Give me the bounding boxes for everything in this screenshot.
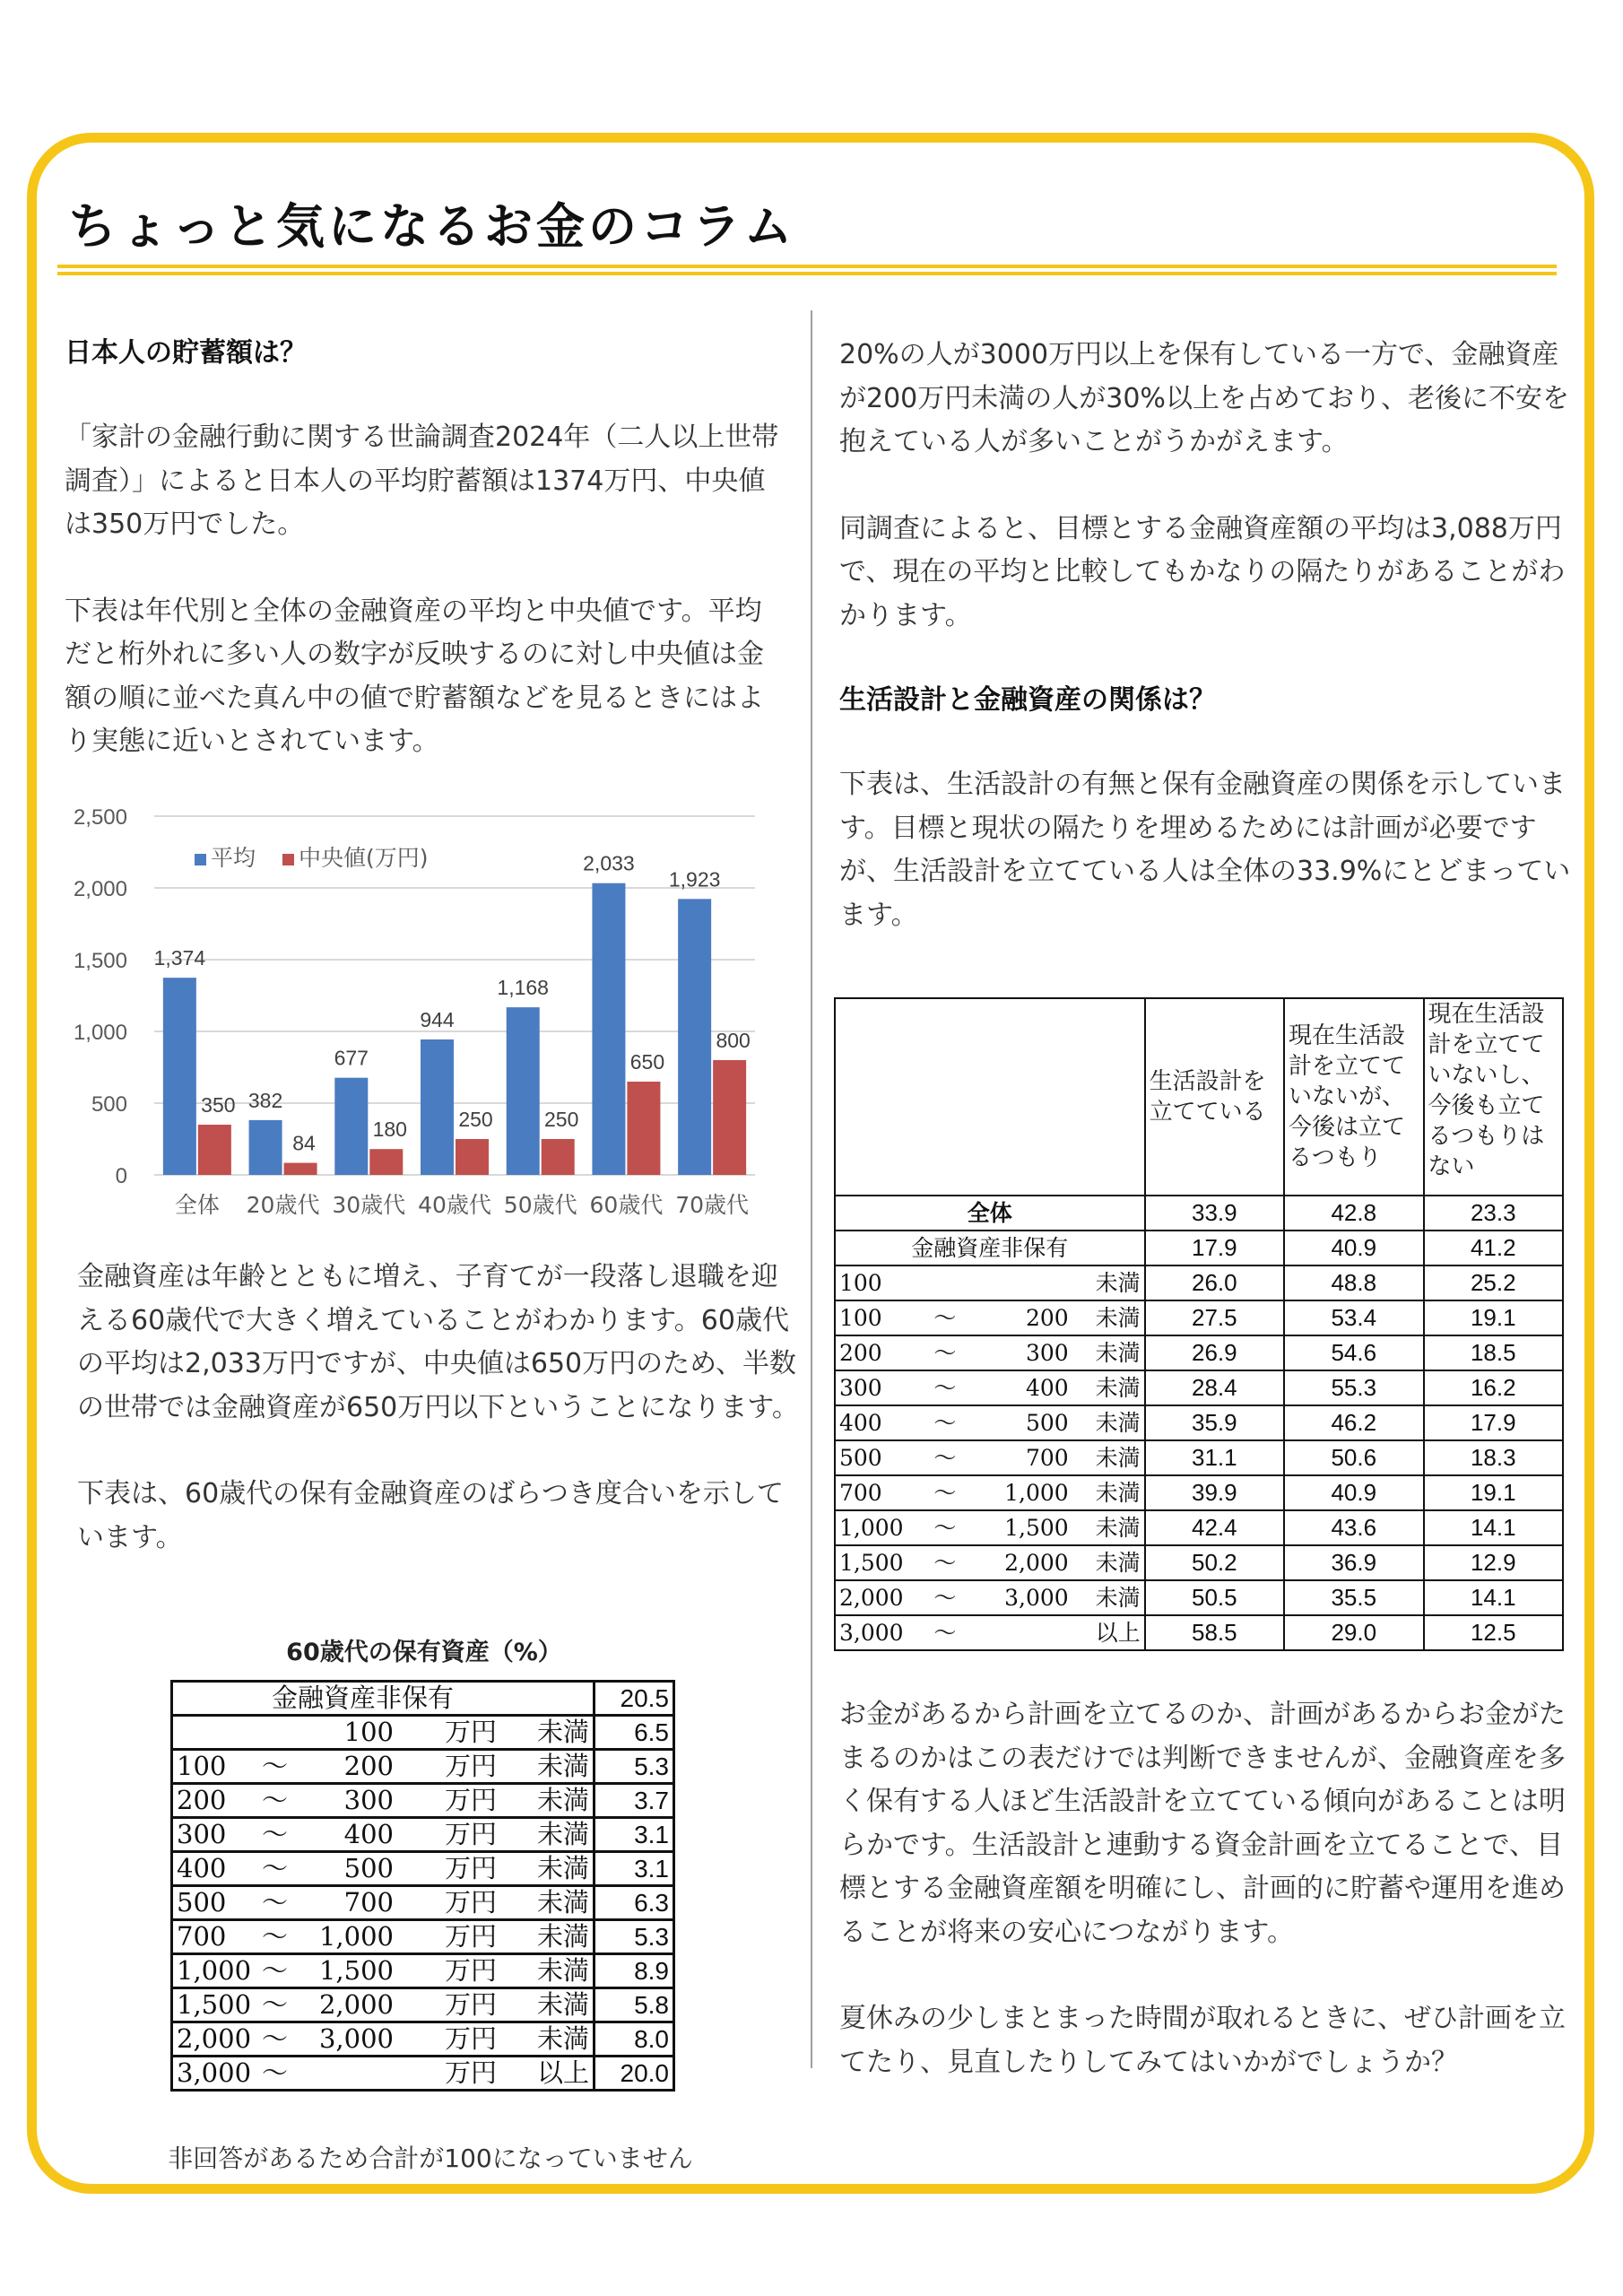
range-part: 未満 [1095, 1375, 1141, 1401]
range-part: 未満 [536, 1785, 589, 1815]
range-part: 未満 [1095, 1515, 1141, 1541]
range-part: 400 [177, 1853, 227, 1883]
range-part: ～ [262, 2057, 289, 2088]
data-label: 250 [544, 1108, 579, 1131]
percent-cell: 20.0 [595, 2057, 674, 2091]
percent-cell: 5.3 [595, 1750, 674, 1784]
percent-cell: 12.5 [1424, 1615, 1563, 1650]
legend-swatch [195, 854, 206, 865]
table-note: 非回答があるため合計が100になっていません [168, 2144, 693, 2173]
data-label: 350 [201, 1093, 236, 1117]
range-part: 未満 [1095, 1480, 1141, 1506]
range-part: 万円 [444, 1785, 497, 1815]
range-part: 万円 [444, 1751, 497, 1781]
percent-cell: 26.0 [1145, 1265, 1284, 1300]
header-row [835, 998, 1563, 1196]
column-header: 現在生活設計を立てていないが、今後は立てるつもり [1284, 998, 1423, 1196]
percent-cell: 18.3 [1424, 1440, 1563, 1475]
range-part: 1,500 [318, 1955, 394, 1986]
table-row [172, 1784, 674, 1818]
column-header: 現在生活設計を立てていないし、今後も立てるつもりはない [1424, 998, 1563, 1196]
range-cell [172, 1716, 595, 1750]
percent-cell: 19.1 [1424, 1300, 1563, 1335]
range-part: 700 [177, 1921, 227, 1952]
range-part: ～ [933, 1620, 957, 1646]
percent-cell: 42.4 [1145, 1510, 1284, 1545]
range-part: ～ [262, 1989, 289, 2020]
percent-cell: 20.5 [595, 1682, 674, 1716]
range-part: ～ [262, 1955, 289, 1986]
bar-median [284, 1163, 317, 1175]
row-label [835, 1440, 1145, 1475]
table-row [172, 1886, 674, 1920]
table-row [172, 1716, 674, 1750]
range-part: 300 [177, 1819, 227, 1849]
percent-cell: 40.9 [1284, 1475, 1423, 1510]
percent-cell: 25.2 [1424, 1265, 1563, 1300]
table-row [835, 1545, 1563, 1580]
row-label [835, 1265, 1145, 1300]
paragraph: 同調査によると、目標とする金融資産額の平均は3,088万円で、現在の平均と比較してもかなりの隔たりがあることがわかります。 [839, 512, 1566, 631]
bar-median [627, 1082, 660, 1175]
right-column [839, 334, 1575, 937]
range-cell [172, 2057, 595, 2091]
legend-label: 中央値(万円) [299, 845, 429, 871]
bar-mean [678, 899, 711, 1175]
percent-cell: 28.4 [1145, 1370, 1284, 1405]
range-part [177, 1717, 248, 1748]
percent-cell: 6.5 [595, 1716, 674, 1750]
percent-cell: 41.2 [1424, 1231, 1563, 1265]
range-part [918, 1266, 972, 1300]
percent-cell: 50.6 [1284, 1440, 1423, 1475]
left-column [65, 334, 782, 764]
range-part: 万円 [444, 1989, 497, 2020]
percent-cell: 19.1 [1424, 1475, 1563, 1510]
row-label: 金融資産非保有 [835, 1231, 1145, 1265]
percent-cell: 17.9 [1145, 1231, 1284, 1265]
row-label [835, 1580, 1145, 1615]
paragraph: 金融資産は年齢とともに増え、子育てが一段落し退職を迎える60歳代で大きく増えていることがわかります。60歳代の平均は2,033万円ですが、中央値は650万円のため、半数の世帯では金融資産が650万円以下ということになります。 [77, 1261, 799, 1423]
range-part: 万円 [444, 1955, 497, 1986]
percent-cell: 3.7 [595, 1784, 674, 1818]
percent-cell: 48.8 [1284, 1265, 1423, 1300]
y-tick-label: 0 [115, 1164, 127, 1188]
range-part: ～ [933, 1305, 957, 1331]
range-part: 万円 [444, 1887, 497, 1918]
range-part: 万円 [444, 2023, 497, 2054]
bar-median [542, 1139, 575, 1175]
x-tick-label: 60歳代 [589, 1192, 664, 1218]
data-label: 1,168 [497, 976, 549, 1000]
range-part: ～ [933, 1375, 957, 1401]
table-row [835, 1196, 1563, 1231]
data-label: 250 [458, 1108, 493, 1131]
range-cell [172, 1988, 595, 2022]
range-part: ～ [262, 1853, 289, 1883]
data-label: 382 [247, 1088, 283, 1112]
range-part: 3,000 [177, 2057, 252, 2088]
paragraph: お金があるから計画を立てるのか、計画があるからお金がたまるのかはこの表だけでは判断できませんが、金融資産を多く保有する人ほど生活設計を立てている傾向があることは明らかです。生活設計と連動する資金計画を立てることで、目標とする金融資産額を明確にし、計画的に貯蓄や運用を進めることが将来の安心につながります。 [839, 1699, 1566, 1948]
range-part: 未満 [536, 1819, 589, 1849]
range-part: 未満 [1095, 1305, 1141, 1331]
range-part: 500 [177, 1887, 227, 1918]
range-part: ～ [262, 1785, 289, 1815]
percent-cell: 12.9 [1424, 1545, 1563, 1580]
table-row [835, 1615, 1563, 1650]
percent-cell: 5.8 [595, 1988, 674, 2022]
range-part: 200 [1026, 1305, 1069, 1331]
table-row [172, 1750, 674, 1784]
data-label: 944 [420, 1007, 455, 1031]
range-part: ～ [933, 1410, 957, 1436]
range-part: 未満 [1095, 1340, 1141, 1366]
percent-cell: 40.9 [1284, 1231, 1423, 1265]
range-part: 未満 [536, 1989, 589, 2020]
x-tick-label: 20歳代 [246, 1192, 320, 1218]
range-part: ～ [933, 1340, 957, 1366]
range-part [262, 1717, 298, 1748]
percent-cell: 6.3 [595, 1886, 674, 1920]
range-part: 400 [1026, 1375, 1069, 1401]
paragraph: 下表は、生活設計の有無と保有金融資産の関係を示しています。目標と現状の隔たりを埋めるためには計画が必要ですが、生活設計を立てている人は全体の33.9%にとどまっています。 [839, 769, 1571, 931]
range-part: 2,000 [839, 1585, 904, 1611]
data-label: 84 [292, 1131, 316, 1155]
percent-cell: 58.5 [1145, 1615, 1284, 1650]
range-part: 万円 [444, 1717, 497, 1747]
paragraph: 下表は年代別と全体の金融資産の平均と中央値です。平均だと桁外れに多い人の数字が反映するのに対し中央値は金額の順に並べた真ん中の値で貯蓄額などを見るときにはより実態に近いとされています。 [65, 595, 764, 757]
bar-mean [334, 1078, 368, 1175]
column-header: 生活設計を立てている [1145, 998, 1284, 1196]
range-cell [172, 1750, 595, 1784]
row-label [835, 1475, 1145, 1510]
percent-cell: 33.9 [1145, 1196, 1284, 1231]
range-part: 100 [839, 1305, 882, 1331]
range-part [979, 1266, 1069, 1300]
percent-cell: 26.9 [1145, 1335, 1284, 1370]
range-part: 1,000 [839, 1515, 904, 1541]
paragraph: 「家計の金融行動に関する世論調査2024年（二人以上世帯調査）」によると日本人の平均貯蓄額は1374万円、中央値は350万円でした。 [65, 422, 779, 540]
data-label: 180 [372, 1118, 407, 1142]
bar-mean [421, 1039, 454, 1175]
x-tick-label: 70歳代 [675, 1192, 750, 1218]
data-label: 1,374 [153, 946, 206, 970]
range-part: 未満 [536, 1887, 589, 1918]
percent-cell: 50.5 [1145, 1580, 1284, 1615]
y-tick-label: 2,000 [73, 877, 127, 901]
range-part: 万円 [444, 1819, 497, 1849]
data-label: 677 [334, 1046, 369, 1070]
table-row [835, 1265, 1563, 1300]
range-part: 未満 [1095, 1550, 1141, 1576]
range-part: 1,000 [1004, 1480, 1069, 1506]
range-cell [172, 1784, 595, 1818]
percent-cell: 50.2 [1145, 1545, 1284, 1580]
title-rule [57, 265, 1557, 275]
y-tick-label: 2,500 [73, 805, 127, 830]
range-part: ～ [262, 1751, 289, 1781]
percent-cell: 5.3 [595, 1920, 674, 1954]
table-row [172, 1988, 674, 2022]
column-divider [811, 310, 812, 2068]
right-column-lower [839, 1693, 1575, 2084]
range-part: 500 [1026, 1410, 1069, 1436]
range-cell [172, 2022, 595, 2057]
percent-cell: 18.5 [1424, 1335, 1563, 1370]
range-part: 300 [839, 1375, 882, 1401]
range-part: 400 [343, 1819, 394, 1849]
range-part: 1,500 [1004, 1515, 1069, 1541]
percent-cell: 14.1 [1424, 1510, 1563, 1545]
range-part: 200 [343, 1751, 394, 1781]
percent-cell: 3.1 [595, 1818, 674, 1852]
range-part: 300 [1026, 1340, 1069, 1366]
range-part: 500 [343, 1853, 394, 1883]
data-label: 2,033 [583, 851, 635, 875]
row-label [835, 1545, 1145, 1580]
range-part: 1,500 [839, 1550, 904, 1576]
range-part: 未満 [1095, 1270, 1141, 1296]
y-tick-label: 1,000 [73, 1021, 127, 1045]
range-part: 100 [839, 1270, 882, 1296]
paragraph: 下表は、60歳代の保有金融資産のばらつき度合いを示しています。 [77, 1478, 784, 1553]
range-part: ～ [262, 2023, 289, 2054]
range-part: 未満 [1095, 1445, 1141, 1471]
row-label [835, 1300, 1145, 1335]
table-row [172, 1920, 674, 1954]
range-part: 2,000 [177, 2023, 252, 2054]
data-label: 1,923 [668, 867, 721, 891]
range-part: 2,000 [1004, 1550, 1069, 1576]
percent-cell: 36.9 [1284, 1545, 1423, 1580]
bar-mean [163, 978, 196, 1175]
range-part: 万円 [444, 1921, 497, 1952]
table-row [172, 2057, 674, 2091]
range-part: 1,000 [177, 1955, 252, 1986]
legend-swatch [282, 854, 294, 865]
y-tick-label: 500 [91, 1092, 127, 1117]
table-row [835, 1335, 1563, 1370]
range-part: 100 [343, 1717, 394, 1747]
table-caption: 60歳代の保有資産（%） [286, 1639, 562, 1666]
paragraph: 20%の人が3000万円以上を保有している一方で、金融資産が200万円未満の人が30%以上を占めており、老後に不安を抱えている人が多いことがうかがえます。 [839, 339, 1569, 457]
percent-cell: 8.0 [595, 2022, 674, 2057]
row-label [835, 1335, 1145, 1370]
range-part: 3,000 [318, 2023, 394, 2054]
row-label [835, 1370, 1145, 1405]
savings-bar-chart [56, 789, 773, 1238]
range-part: 700 [1026, 1445, 1069, 1471]
legend-label: 平均 [211, 845, 256, 871]
percent-cell: 3.1 [595, 1852, 674, 1886]
range-part: 200 [177, 1785, 227, 1815]
range-part: 未満 [1095, 1410, 1141, 1436]
range-part: ～ [262, 1921, 289, 1952]
life-plan-table [834, 997, 1564, 1651]
x-tick-label: 50歳代 [503, 1192, 577, 1218]
range-part: 未満 [536, 2023, 589, 2054]
range-part: 未満 [536, 1717, 589, 1747]
bar-mean [507, 1007, 540, 1175]
range-part: 万円 [444, 1853, 497, 1883]
data-label: 800 [716, 1029, 751, 1052]
table-row [172, 2022, 674, 2057]
row-label [835, 1615, 1145, 1650]
percent-cell: 35.9 [1145, 1405, 1284, 1440]
range-cell [172, 1852, 595, 1886]
table-row [835, 1580, 1563, 1615]
percent-cell: 14.1 [1424, 1580, 1563, 1615]
range-part: ～ [933, 1445, 957, 1471]
table-row [172, 1852, 674, 1886]
bar-mean [249, 1120, 282, 1175]
range-part: 100 [177, 1751, 227, 1781]
table-row [172, 1682, 674, 1716]
percent-cell: 39.9 [1145, 1475, 1284, 1510]
range-part: 3,000 [839, 1620, 904, 1646]
table-row [835, 1440, 1563, 1475]
bar-median [456, 1139, 489, 1175]
x-tick-label: 40歳代 [418, 1192, 491, 1218]
range-part: 300 [343, 1785, 394, 1815]
percent-cell: 16.2 [1424, 1370, 1563, 1405]
range-part [979, 1616, 1069, 1649]
percent-cell: 46.2 [1284, 1405, 1423, 1440]
percent-cell: 55.3 [1284, 1370, 1423, 1405]
percent-cell: 31.1 [1145, 1440, 1284, 1475]
range-cell [172, 1954, 595, 1988]
range-part: ～ [933, 1550, 957, 1576]
percent-cell: 27.5 [1145, 1300, 1284, 1335]
x-tick-label: 全体 [174, 1192, 220, 1218]
row-label [835, 1510, 1145, 1545]
bar-median [369, 1149, 403, 1175]
range-part: 700 [839, 1480, 882, 1506]
percent-cell: 8.9 [595, 1954, 674, 1988]
table-row [835, 1510, 1563, 1545]
percent-cell: 29.0 [1284, 1615, 1423, 1650]
range-part: 400 [839, 1410, 882, 1436]
sixties-assets-table [170, 1680, 675, 2092]
range-part: 以上 [1095, 1620, 1141, 1646]
percent-cell: 23.3 [1424, 1196, 1563, 1231]
bar-median [198, 1125, 231, 1175]
row-label [835, 1405, 1145, 1440]
range-part: 3,000 [1004, 1585, 1069, 1611]
range-cell: 金融資産非保有 [172, 1682, 595, 1716]
table-row [835, 1405, 1563, 1440]
table-row [835, 1370, 1563, 1405]
y-tick-label: 1,500 [73, 949, 127, 973]
range-part [311, 2057, 394, 2089]
range-part: 未満 [536, 1751, 589, 1781]
range-cell [172, 1920, 595, 1954]
range-cell [172, 1886, 595, 1920]
range-part: ～ [933, 1480, 957, 1506]
range-part: 以上 [536, 2057, 589, 2088]
section-heading-savings: 日本人の貯蓄額は？ [65, 337, 307, 369]
range-part: ～ [933, 1585, 957, 1611]
range-part: 1,000 [318, 1921, 394, 1952]
left-column-lower [77, 1256, 803, 1560]
range-part: 200 [839, 1340, 882, 1366]
range-part: 未満 [536, 1853, 589, 1883]
range-part: 700 [343, 1887, 394, 1918]
table-row [835, 1300, 1563, 1335]
x-tick-label: 30歳代 [332, 1192, 406, 1218]
range-part: 1,500 [177, 1989, 252, 2020]
percent-cell: 43.6 [1284, 1510, 1423, 1545]
range-part: ～ [262, 1887, 289, 1918]
bar-mean [592, 883, 625, 1175]
header-blank [835, 998, 1145, 1196]
range-part: ～ [262, 1819, 289, 1849]
row-label: 全体 [835, 1196, 1145, 1231]
page-title: ちょっと気になるお金のコラム [68, 198, 796, 255]
percent-cell: 54.6 [1284, 1335, 1423, 1370]
bar-median [713, 1060, 746, 1175]
percent-cell: 17.9 [1424, 1405, 1563, 1440]
table-row [835, 1231, 1563, 1265]
range-part: ～ [933, 1515, 957, 1541]
range-part: 万円 [444, 2057, 497, 2088]
range-cell [172, 1818, 595, 1852]
percent-cell: 53.4 [1284, 1300, 1423, 1335]
data-label: 650 [629, 1050, 665, 1074]
range-part: 500 [839, 1445, 882, 1471]
section-heading-planning: 生活設計と金融資産の関係は？ [839, 684, 1216, 716]
paragraph: 夏休みの少しまとまった時間が取れるときに、ぜひ計画を立てたり、見直したりしてみてはいかがでしょうか？ [839, 2003, 1566, 2078]
table-row [172, 1818, 674, 1852]
range-part: 未満 [536, 1955, 589, 1986]
percent-cell: 35.5 [1284, 1580, 1423, 1615]
range-part: 未満 [536, 1921, 589, 1952]
range-part: 未満 [1095, 1585, 1141, 1611]
table-row [172, 1954, 674, 1988]
table-row [835, 1475, 1563, 1510]
percent-cell: 42.8 [1284, 1196, 1423, 1231]
range-part: 2,000 [318, 1989, 394, 2020]
